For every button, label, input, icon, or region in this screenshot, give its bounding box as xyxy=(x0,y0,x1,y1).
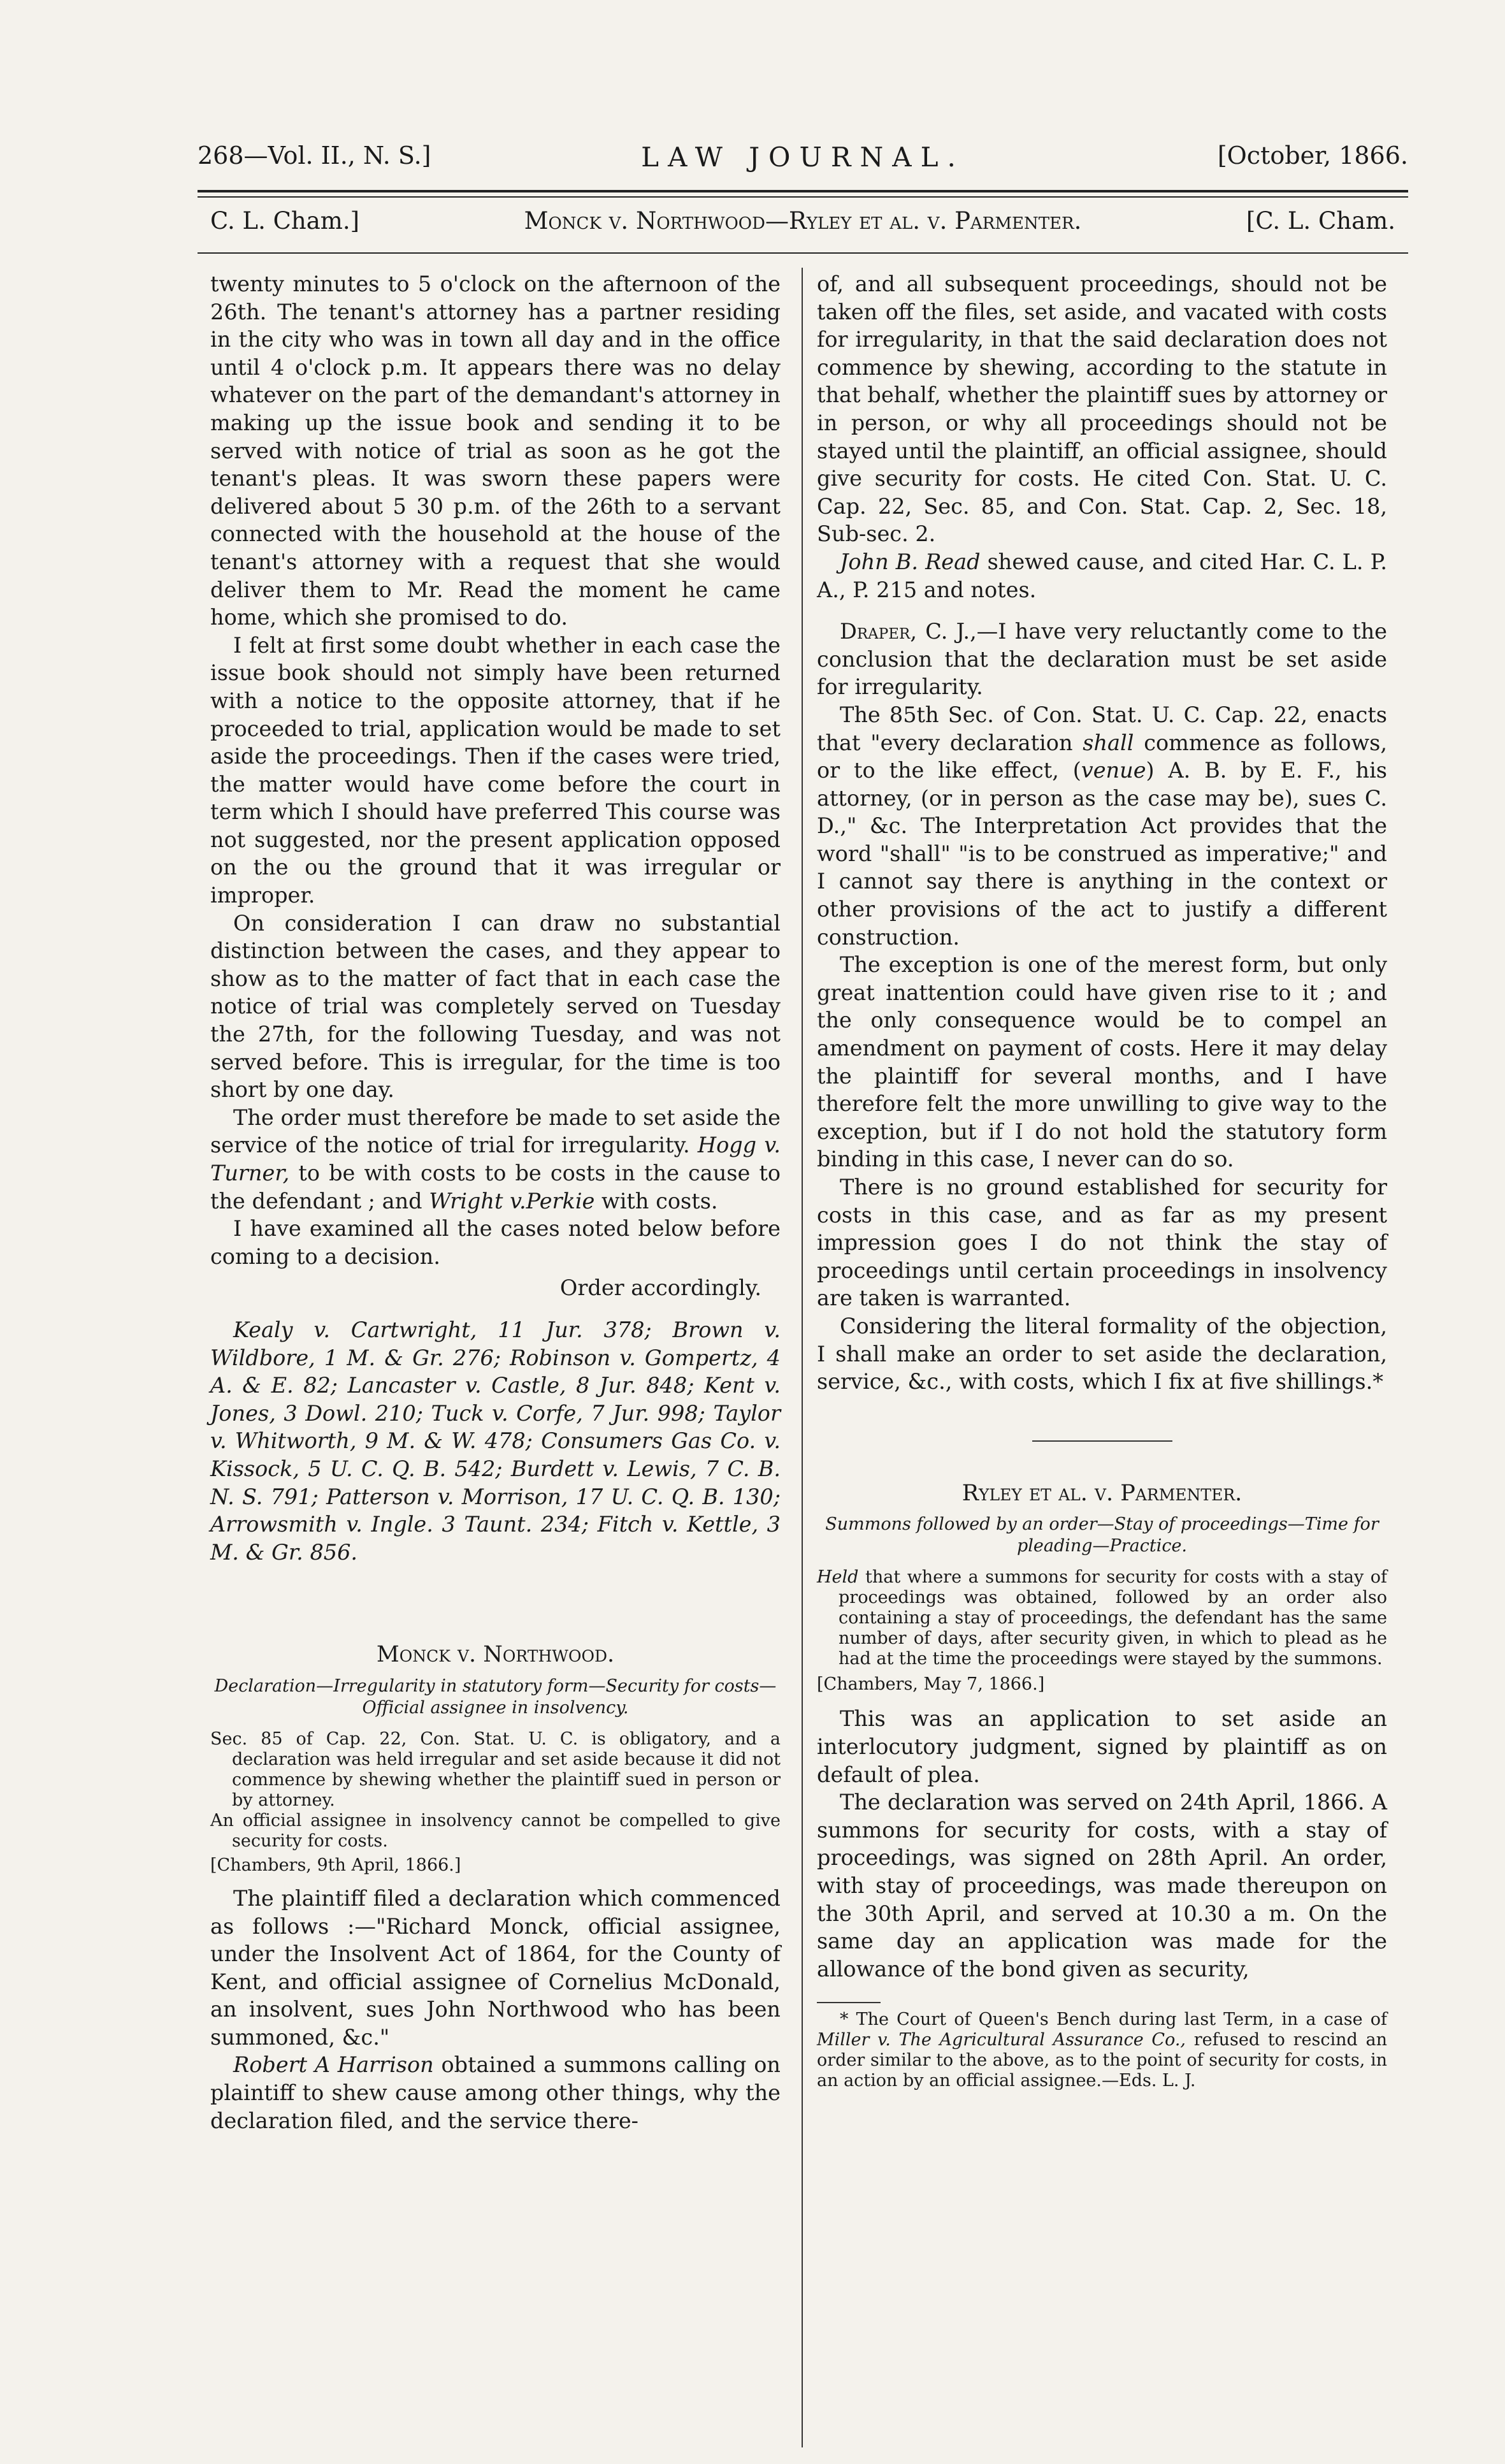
headnote: Held that where a summons for security for costs with a stay of proceedings was obtained, followed by an order also containing a stay of proceedings, the defendant has the same number of days, after security given, in which to plead as he had at the time the proceedings were stayed by the summons. xyxy=(817,1567,1387,1669)
paragraph: Considering the literal formality of the objection, I shall make an order to set aside the declaration, service, &c., with costs, which I fix at five shillings.* xyxy=(817,1313,1387,1395)
paragraph: Robert A Harrison obtained a summons calling on plaintiff to shew cause among other things, why the declaration filed, and the service there- xyxy=(210,2052,781,2133)
court-right: [C. L. Cham. xyxy=(1246,207,1395,235)
column-divider xyxy=(802,268,803,2447)
header-rule-top xyxy=(198,190,1408,192)
case-name: Hogg v. Turner, xyxy=(210,1133,781,1185)
paragraph: The 85th Sec. of Con. Stat. U. C. Cap. 22, enacts that "every declaration shall commence as follows, or to the like effect, (venue) A. B. by E. F., his attorney, (or in person as the case may be), sues C. D.," &c. The Interpretation Act provides that the word "shall" "is to be construed as imperative;" and I cannot say there is anything in the context or other provisions of the act to justify a different construction. xyxy=(817,702,1387,950)
headnote: Sec. 85 of Cap. 22, Con. Stat. U. C. is obligatory, and a declaration was held irregular and set aside because it did not commence by shewing whether the plaintiff sued in person or by attorney. xyxy=(210,1728,781,1810)
paragraph: This was an application to set aside an interlocutory judgment, signed by plaintiff as on default of plea. xyxy=(817,1706,1387,1787)
paragraph: twenty minutes to 5 o'clock on the afternoon of the 26th. The tenant's attorney has a partner residing in the city who was in town all day and in the office until 4 o'clock p.m. It appears there was no delay whatever on the part of the demandant's attorney in making up the issue book and sending it to be served with notice of trial as soon as he got the tenant's pleas. It was sworn these papers were delivered about 5 30 p.m. of the 26th to a servant connected with the household at the house of the tenant's attorney with a request that she would deliver them to Mr. Read the moment he came home, which she promised to do. xyxy=(210,272,781,630)
paragraph: The declaration was served on 24th April, 1866. A summons for security for costs, with a stay of proceedings, was signed on 28th April. An order, with stay of proceedings, was made thereupon on the 30th April, and served at 10.30 a m. On the same day an application was made for the allowance of the bond given as security, xyxy=(817,1790,1387,1982)
counsel-name: Robert A Harrison xyxy=(233,2052,434,2078)
paragraph: John B. Read shewed cause, and cited Har. C. L. P. A., P. 215 and notes. xyxy=(817,549,1387,602)
running-head xyxy=(210,207,1395,243)
running-title: Monck v. Northwood—Ryley et al. v. Parmenter. xyxy=(524,207,1082,235)
cases-cited: Kealy v. Cartwright, 11 Jur. 378; Brown v. Wildbore, 1 M. & Gr. 276; Robinson v. Gompertz, 4 A. & E. 82; Lancaster v. Castle, 8 Jur. 848; Kent v. Jones, 3 Dowl. 210; Tuck v. Corfe, 7 Jur. 998; Taylor v. Whitworth, 9 M. & W. 478; Consumers Gas Co. v. Kissock, 5 U. C. Q. B. 542; Burdett v. Lewis, 7 C. B. N. S. 791; Patterson v. Morrison, 17 U. C. Q. B. 130; Arrowsmith v. Ingle. 3 Taunt. 234; Fitch v. Kettle, 3 M. & Gr. 856. xyxy=(210,1317,781,1565)
paragraph: Draper, C. J.,—I have very reluctantly come to the conclusion that the declaration must be set aside for irregularity. xyxy=(817,619,1387,700)
case-subtitle: Declaration—Irregularity in statutory form—Security for costs—Official assignee in insolvency. xyxy=(214,1676,777,1718)
paragraph: I have examined all the cases noted below before coming to a decision. xyxy=(210,1216,781,1269)
page-header xyxy=(198,141,1408,180)
paragraph: There is no ground established for security for costs in this case, and as far as my present impression goes I do not think the stay of proceedings until certain proceedings in insolvency are taken is warranted. xyxy=(817,1175,1387,1311)
chambers-date: [Chambers, 9th April, 1866.] xyxy=(210,1855,461,1875)
judge-name: Draper, C. J., xyxy=(840,619,977,644)
counsel-name: John B. Read xyxy=(840,549,981,574)
paragraph: The plaintiff filed a declaration which commenced as follows :—"Richard Monck, official assignee, under the Insolvent Act of 1864, for the County of Kent, and official assignee of Cornelius McDonald, an insolvent, sues John Northwood who has been summoned, &c." xyxy=(210,1885,781,2050)
case-name: Wright v.Perkie xyxy=(429,1188,595,1214)
running-head-rule xyxy=(198,252,1408,254)
chambers-date: [Chambers, May 7, 1866.] xyxy=(817,1674,1045,1695)
case-title: Monck v. Northwood. xyxy=(376,1642,615,1668)
paragraph: I felt at first some doubt whether in each case the issue book should not simply have been returned with a notice to the opposite attorney, that if he proceeded to trial, application would be made to set aside the proceedings. Then if the cases were tried, the matter would have come before the court in term which I should have preferred This course was not suggested, nor the present application opposed on the ou the ground that it was irregular or improper. xyxy=(210,632,781,908)
court-left: C. L. Cham.] xyxy=(210,207,360,235)
right-column xyxy=(817,270,1387,2091)
paragraph: On consideration I can draw no substantial distinction between the cases, and they appear to show as to the matter of fact that in each case the notice of trial was completely served on Tuesday the 27th, for the following Tuesday, and was not served before. This is irregular, for the time is too short by one day. xyxy=(210,910,781,1103)
issue-date: [October, 1866. xyxy=(1217,141,1408,170)
journal-title: LAW JOURNAL. xyxy=(641,141,965,173)
footnote: * The Court of Queen's Bench during last Term, in a case of Miller v. The Agricultural Assurance Co., refused to rescind an order similar to the above, as to the point of security for costs, in an action by an official assignee.—Eds. L. J. xyxy=(817,2010,1387,2091)
page-volume: 268—Vol. II., N. S.] xyxy=(198,141,431,170)
paragraph: of, and all subsequent proceedings, should not be taken off the files, set aside, and vacated with costs for irregularity, in that the said declaration does not commence by shewing, according to the statute in that behalf, whether the plaintiff sues by attorney or in person, or why all proceedings should not be stayed until the plaintiff, an official assignee, should give security for costs. He cited Con. Stat. U. C. Cap. 22, Sec. 85, and Con. Stat. Cap. 2, Sec. 18, Sub-sec. 2. xyxy=(817,272,1387,547)
case-title: Ryley et al. v. Parmenter. xyxy=(961,1480,1242,1506)
case-subtitle: Summons followed by an order—Stay of proceedings—Time for pleading—Practice. xyxy=(825,1514,1379,1556)
left-column xyxy=(210,270,781,2134)
headnote: An official assignee in insolvency cannot be compelled to give security for costs. xyxy=(210,1810,781,1851)
order-line: Order accordingly. xyxy=(559,1275,761,1301)
paragraph: The order must therefore be made to set aside the service of the notice of trial for irregularity. Hogg v. Turner, to be with costs to be costs in the cause to the defendant ; and Wright v.Perkie with costs. xyxy=(210,1105,781,1214)
header-rule-bottom xyxy=(198,196,1408,198)
paragraph: The exception is one of the merest form, but only great inattention could have given rise to it ; and the only consequence would be to compel an amendment on payment of costs. Here it may delay the plaintiff for several months, and I have therefore felt the more unwilling to give way to the exception, but if I do not hold the statutory form binding in this case, I never can do so. xyxy=(817,952,1387,1172)
